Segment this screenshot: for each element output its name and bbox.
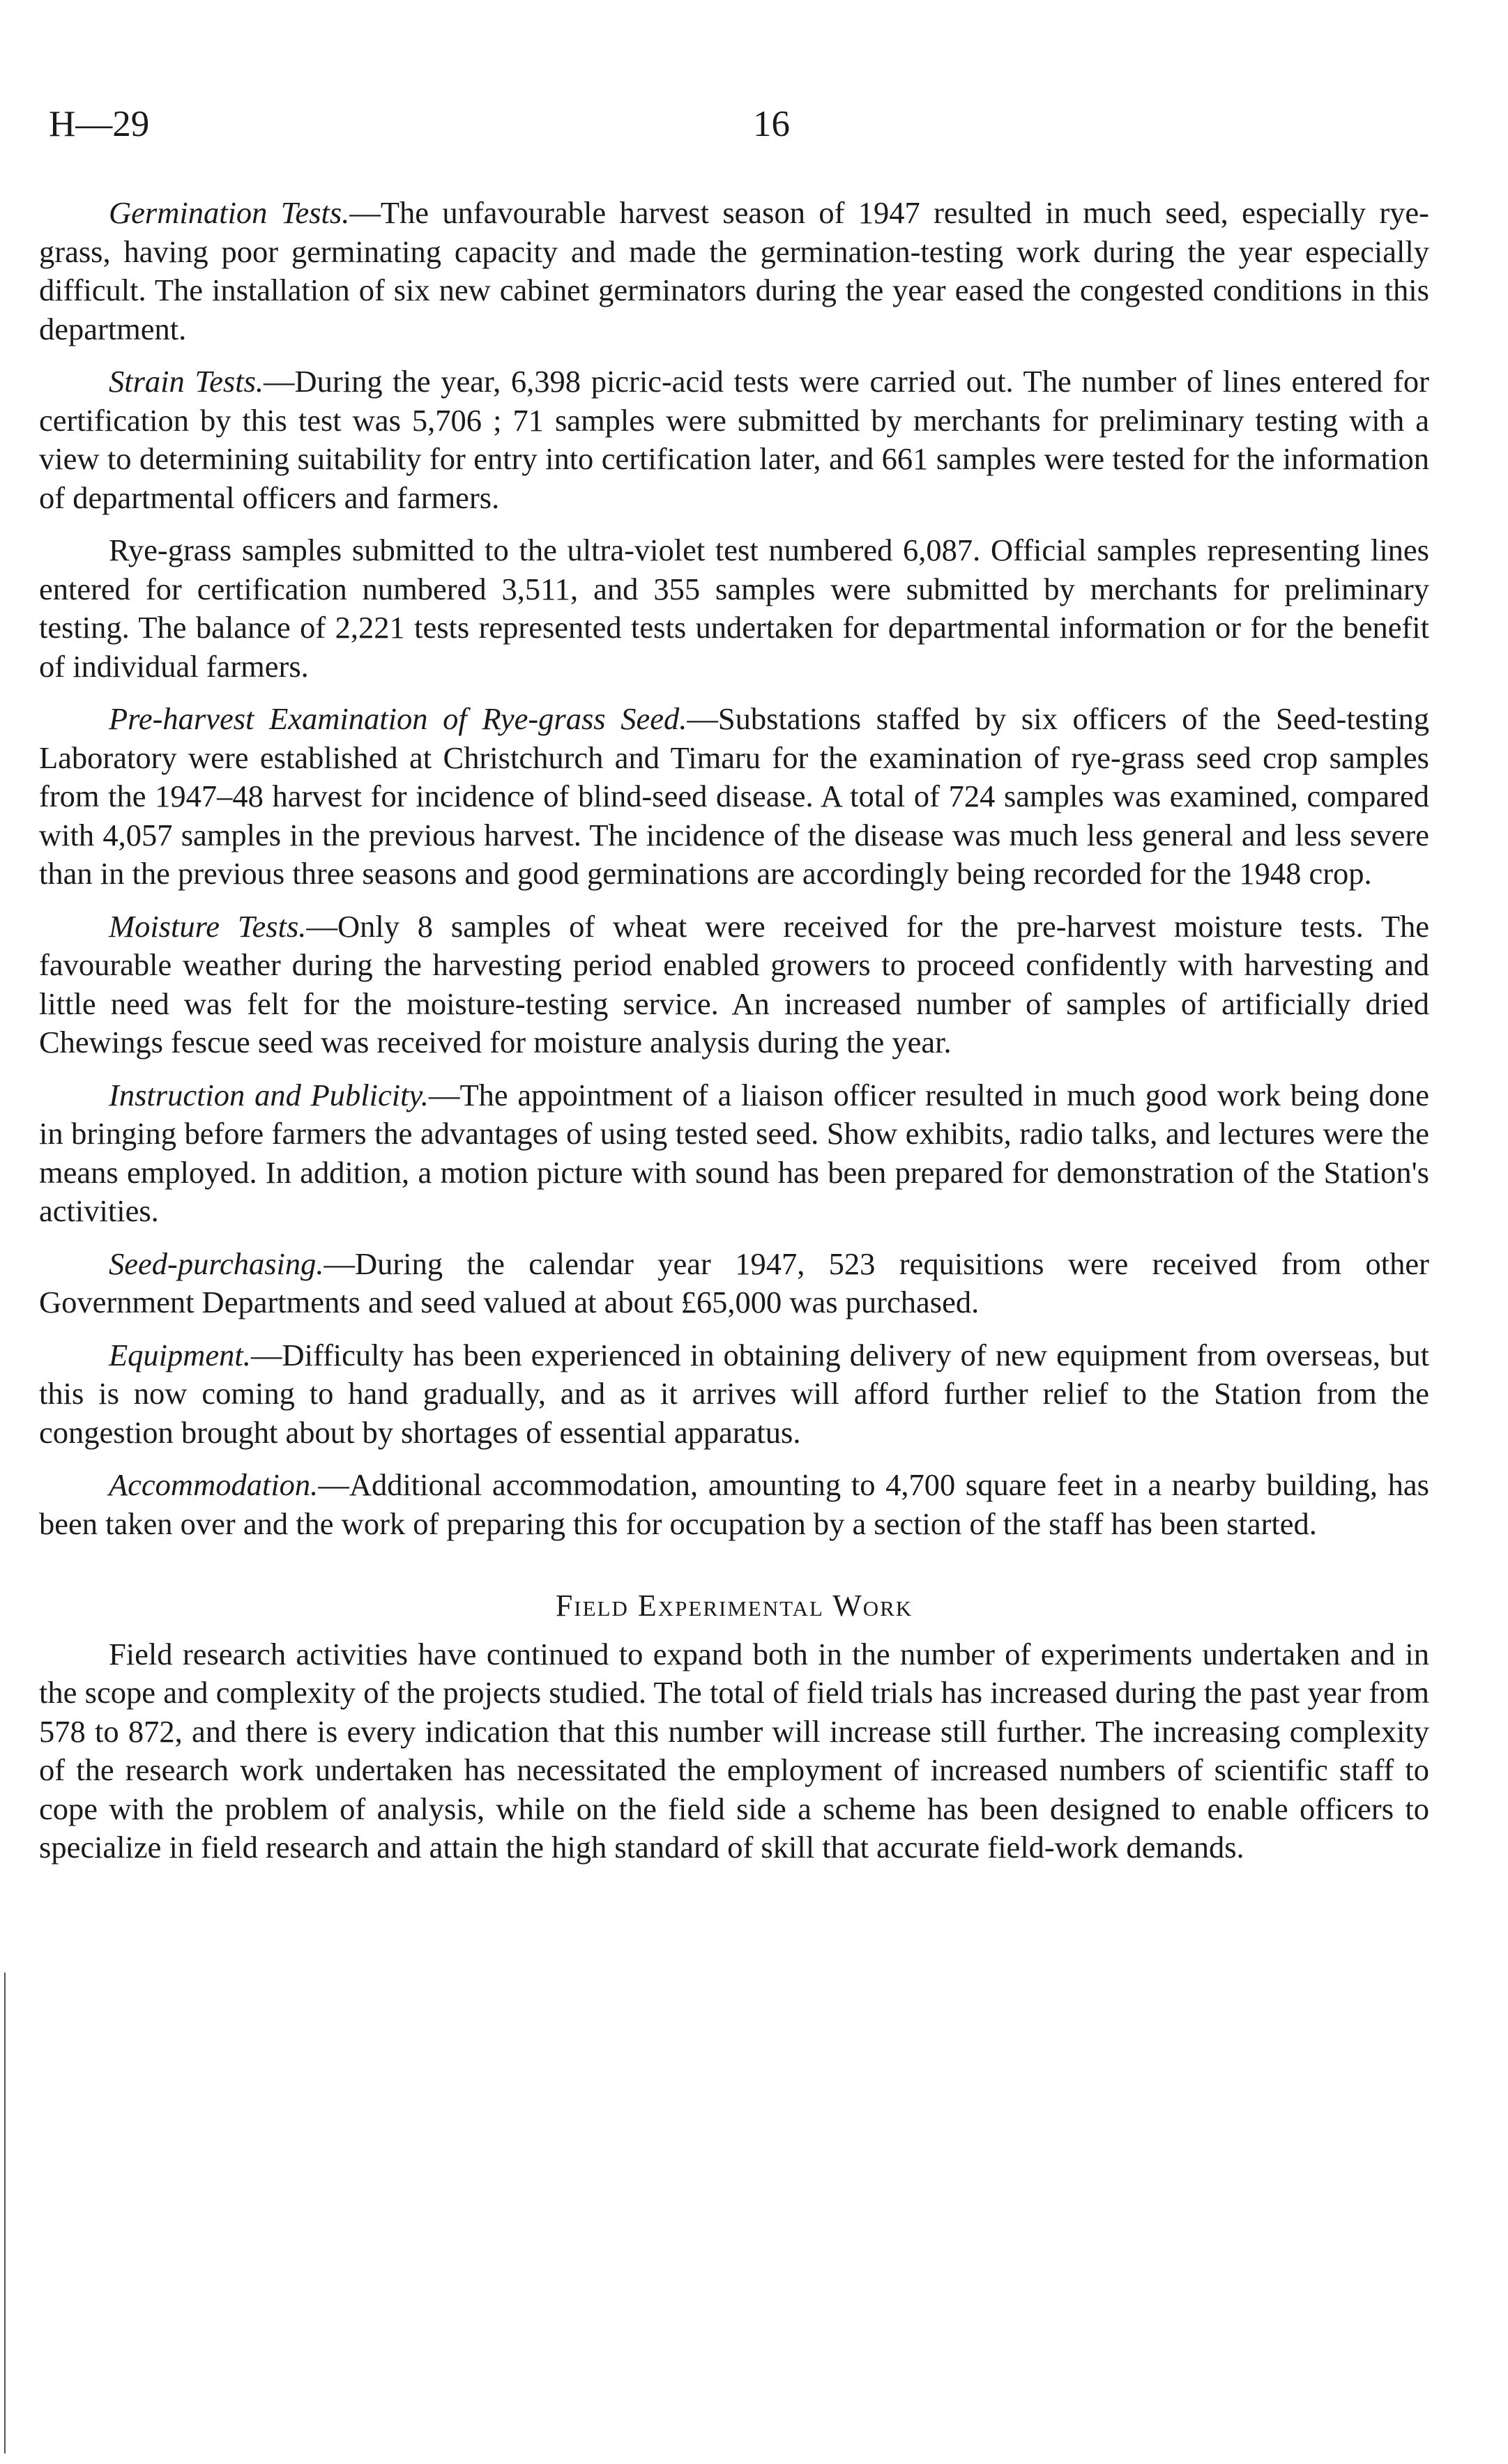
page-header [49,103,1459,152]
paragraph-ultra-violet-test [39,531,1429,686]
paragraph-title: Equipment. [109,1337,251,1372]
paragraph-title: Moisture Tests. [109,908,307,944]
page-number: 16 [753,104,790,144]
paragraph-text: —During the calendar year 1947, 523 requisitions were received from other Government Departments and seed valued at about £65,000 was purchased. [39,1246,1429,1319]
document-reference: H—29 [49,104,150,144]
paragraph-text: —The appointment of a liaison officer resulted in much good work being done in bringing before farmers the advantages of using tested seed. Show exhibits, radio talks, and lectures were the means employed. In addition, a motion picture with sound has been prepared for demonstration of the Station's activities. [39,1077,1429,1228]
margin-line [4,1973,6,2454]
paragraph-title: Strain Tests. [109,364,264,399]
paragraph-field-experimental-work [39,1635,1429,1867]
paragraph-title: Pre-harvest Examination of Rye-grass Seed. [109,701,687,736]
paragraph-instruction-publicity [39,1076,1429,1231]
paragraph-text: —Additional accommodation, amounting to 4,700 square feet in a nearby building, has been taken over and the work of preparing this for occupation by a section of the staff has been started. [39,1467,1429,1541]
paragraph-text: —The unfavourable harvest season of 1947 resulted in much seed, especially rye-grass, having poor germinating capacity and made the germination-testing work during the year especially difficult. The installation of six new cabinet germinators during the year eased the congested conditions in this department. [39,195,1429,346]
section-heading: Field Experimental Work [555,1589,913,1623]
paragraph-strain-tests [39,362,1429,517]
paragraph-text: —Only 8 samples of wheat were received for the pre-harvest moisture tests. The favourable weather during the harvesting period enabled growers to proceed confidently with harvesting and little need was felt for the moisture-testing service. An increased number of samples of artificially dried Chewings fescue seed was received for moisture analysis during the year. [39,908,1429,1059]
paragraph-title: Seed-purchasing. [109,1246,324,1281]
paragraph-text: Field research activities have continued to expand both in the number of experiments undertaken and in the scope and complexity of the projects studied. The total of field trials has increased during the past year from 578 to 872, and there is every indication that this number will increase still further. The increasing complexity of the research work undertaken has necessitated the employment of increased numbers of scientific staff to cope with the problem of analysis, while on the field side a scheme has been designed to enable officers to specialize in field research and attain the high standard of skill that accurate field-work demands. [39,1636,1429,1865]
paragraph-title: Instruction and Publicity. [109,1077,429,1112]
paragraph-text: Rye-grass samples submitted to the ultra-violet test numbered 6,087. Official samples representing lines entered for certification numbered 3,511, and 355 samples were submitted by merchants for preliminary testing. The balance of 2,221 tests represented tests undertaken for departmental information or for the benefit of individual farmers. [39,533,1429,684]
paragraph-equipment [39,1336,1429,1453]
paragraph-title: Accommodation. [109,1467,319,1502]
paragraph-title: Germination Tests. [109,195,350,230]
paragraph-text: —During the year, 6,398 picric-acid tests were carried out. The number of lines entered for certification by this test was 5,706 ; 71 samples were submitted by merchants for preliminary testing with a view to determining suitability for entry into certification later, and 661 samples were tested for the information of departmental officers and farmers. [39,364,1429,515]
paragraph-text: —Substations staffed by six officers of the Seed-testing Laboratory were established at Christchurch and Timaru for the examination of rye-grass seed crop samples from the 1947–48 harvest for incidence of blind-seed disease. A total of 724 samples was examined, compared with 4,057 samples in the previous harvest. The incidence of the disease was much less general and less severe than in the previous three seasons and good germinations are accordingly being recorded for the 1948 crop. [39,701,1429,891]
paragraph-pre-harvest-examination [39,700,1429,894]
paragraph-germination-tests [39,194,1429,349]
body-text [39,194,1429,1881]
paragraph-text: —Difficulty has been experienced in obtaining delivery of new equipment from overseas, but this is now coming to hand gradually, and as it arrives will afford further relief to the Station from the congestion brought about by shortages of essential apparatus. [39,1337,1429,1450]
paragraph-moisture-tests [39,908,1429,1062]
paragraph-accommodation [39,1466,1429,1543]
paragraph-seed-purchasing [39,1245,1429,1322]
